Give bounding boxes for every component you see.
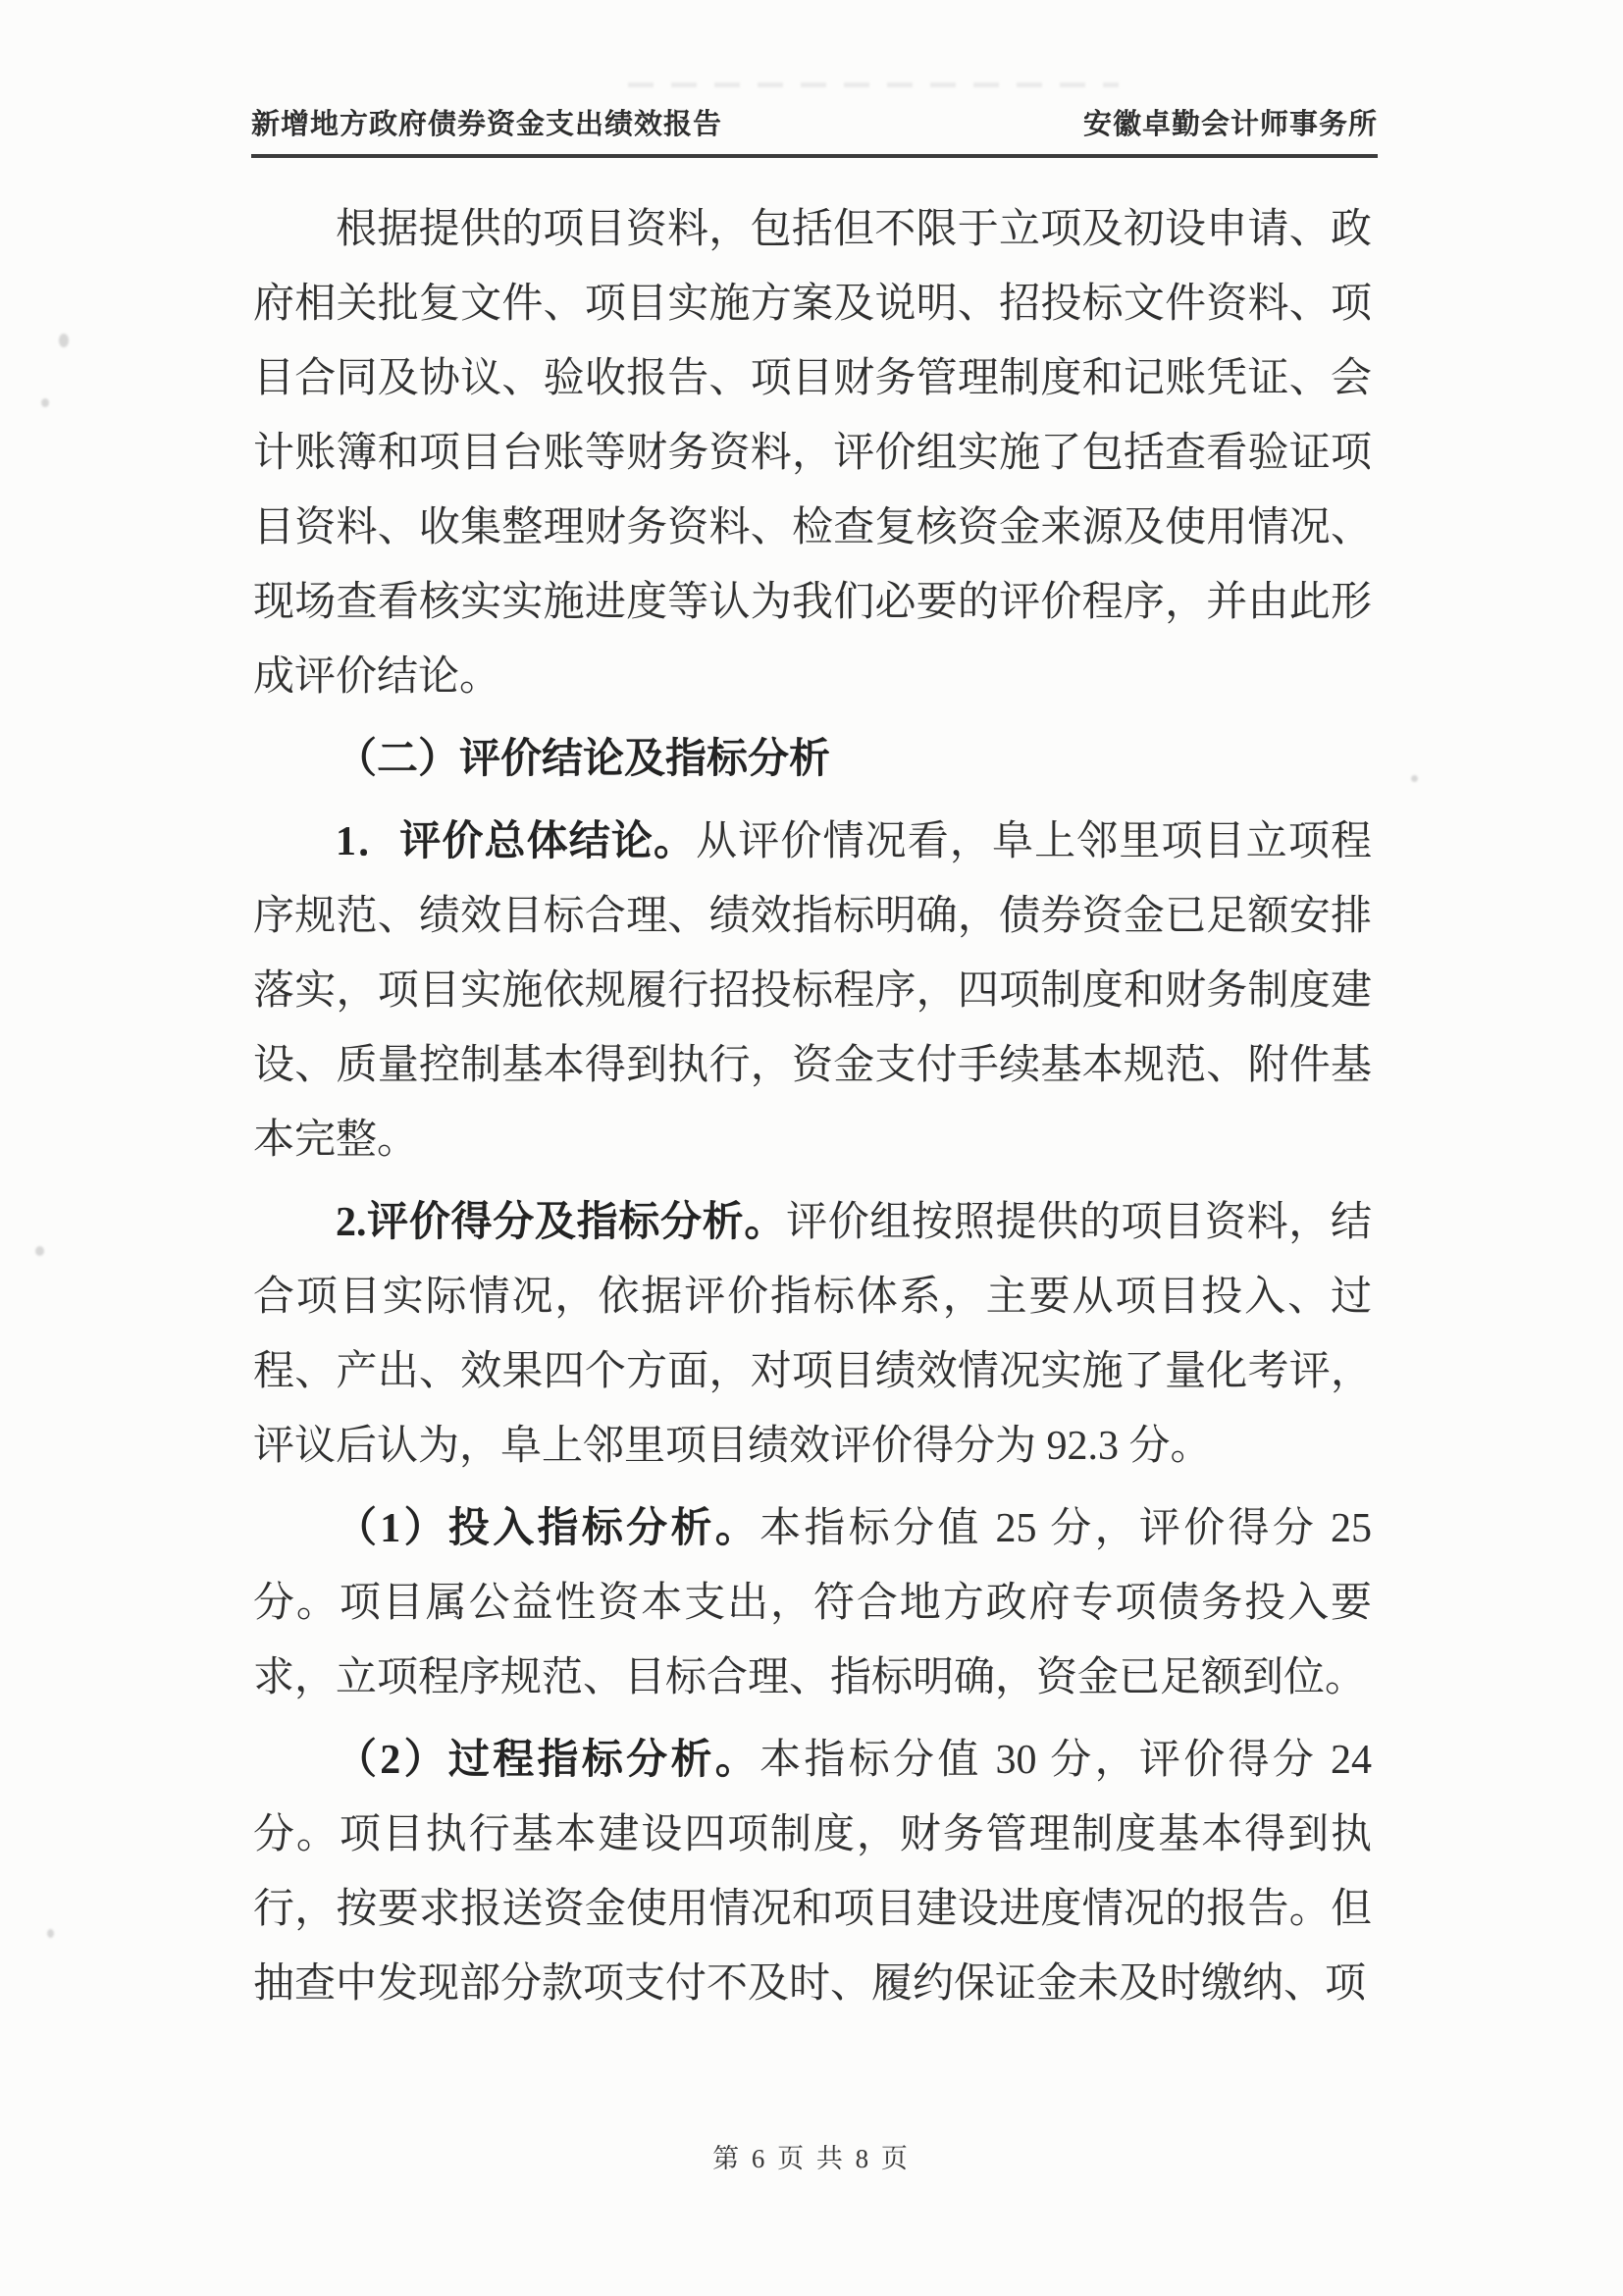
paragraph-text: 从评价情况看，阜上邻里项目立项程序规范、绩效目标合理、绩效指标明确，债券资金已足额安排落实，项目实施依规履行招投标程序，四项制度和财务制度建设、质量控制基本得到执行，资金支付手续基本规范、附件基本完整。 xyxy=(253,819,1372,1163)
paragraph-lead: （1）投入指标分析。 xyxy=(336,1506,760,1551)
paragraph-text: 本指标分值 30 分，评价得分 24 分。项目执行基本建设四项制度，财务管理制度基本得到执行，按要求报送资金使用情况和项目建设进度情况的报告。但抽查中发现部分款项支付不及时、履约保证金未及时缴纳、项 xyxy=(253,1738,1372,2007)
section-heading-conclusion-analysis xyxy=(253,722,1372,797)
paragraph-input-indicator-analysis xyxy=(253,1491,1372,1715)
header-left-title: 新增地方政府债券资金支出绩效报告 xyxy=(251,109,723,140)
page-number-text: 第 6 页 共 8 页 xyxy=(712,2144,911,2173)
paragraph-process-indicator-analysis xyxy=(253,1723,1372,2021)
scan-artifact-streak xyxy=(628,82,1119,87)
paragraph-lead: （2）过程指标分析。 xyxy=(336,1738,760,1783)
scan-artifact-speck xyxy=(1411,775,1418,782)
paragraph-lead: 1．评价总体结论。 xyxy=(336,819,697,864)
document-body xyxy=(253,192,1372,2021)
scan-artifact-speck xyxy=(47,1929,54,1938)
paragraph-score-and-indicator-analysis xyxy=(253,1185,1372,1484)
scan-artifact-speck xyxy=(35,1246,44,1256)
paragraph-text: 本指标分值 25 分，评价得分 25 分。项目属公益性资本支出，符合地方政府专项债务投入要求，立项程序规范、目标合理、指标明确，资金已足额到位。 xyxy=(253,1506,1372,1700)
paragraph-text: 评价组按照提供的项目资料，结合项目实际情况，依据评价指标体系，主要从项目投入、过程、产出、效果四个方面，对项目绩效情况实施了量化考评，评议后认为，阜上邻里项目绩效评价得分为 92.3 分。 xyxy=(253,1200,1372,1469)
section-heading-text: （二）评价结论及指标分析 xyxy=(336,737,831,782)
paragraph-text: 根据提供的项目资料，包括但不限于立项及初设申请、政府相关批复文件、项目实施方案及说明、招投标文件资料、项目合同及协议、验收报告、项目财务管理制度和记账凭证、会计账簿和项目台账等财务资料，评价组实施了包括查看验证项目资料、收集整理财务资料、检查复核资金来源及使用情况、现场查看核实实施进度等认为我们必要的评价程序，并由此形成评价结论。 xyxy=(253,207,1372,700)
paragraph-overall-conclusion xyxy=(253,805,1372,1177)
scan-artifact-speck xyxy=(41,398,49,407)
paragraph-evaluation-procedures xyxy=(253,192,1372,714)
paragraph-lead: 2.评价得分及指标分析。 xyxy=(336,1200,787,1245)
scan-artifact-speck xyxy=(59,334,69,347)
header-right-title: 安徽卓勤会计师事务所 xyxy=(1082,109,1378,140)
page-header xyxy=(251,102,1378,158)
page-number-footer xyxy=(0,2137,1623,2175)
